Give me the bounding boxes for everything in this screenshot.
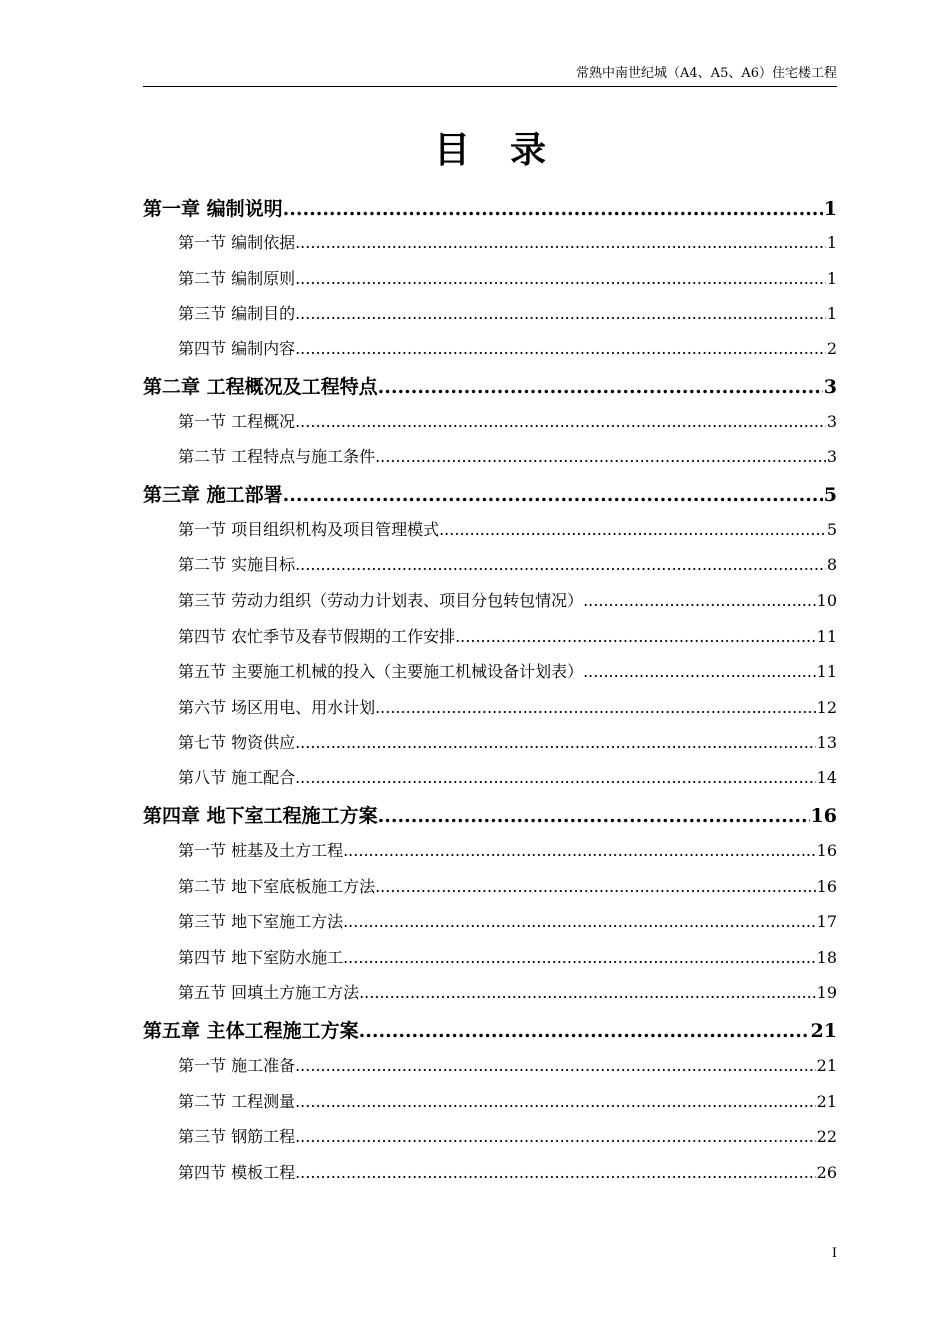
toc-entry-label: 第三节 钢筋工程 <box>178 1127 296 1146</box>
toc-entry-label: 第四节 模板工程 <box>178 1163 296 1182</box>
page-title: 目录 <box>433 130 586 171</box>
toc-entry-page: 1 <box>826 304 837 323</box>
toc-entry-label: 第二章 工程概况及工程特点 <box>143 376 378 398</box>
toc-section-entry[interactable] <box>178 911 837 933</box>
toc-entry-page: 11 <box>816 662 837 681</box>
toc-entry-label: 第三节 编制目的 <box>178 304 296 323</box>
toc-entry-label: 第六节 场区用电、用水计划 <box>178 698 376 717</box>
toc-entry-label: 第三章 施工部署 <box>143 484 283 506</box>
toc-chapter-entry[interactable] <box>143 1018 837 1044</box>
page-header: 常熟中南世纪城（A4、A5、A6）住宅楼工程 <box>576 66 837 81</box>
toc-entry-page: 16 <box>810 805 837 827</box>
toc-entry-label: 第七节 物资供应 <box>178 733 296 752</box>
toc-section-entry[interactable] <box>178 519 837 541</box>
toc-entry-label: 第五章 主体工程施工方案 <box>143 1020 359 1042</box>
toc-entry-page: 1 <box>826 233 837 252</box>
toc-dot-leader <box>375 446 826 468</box>
toc-entry-label: 第一节 项目组织机构及项目管理模式 <box>178 520 440 539</box>
toc-section-entry[interactable] <box>178 446 837 468</box>
toc-entry-page: 26 <box>816 1163 837 1182</box>
toc-entry-page: 22 <box>816 1127 837 1146</box>
toc-entry-page: 16 <box>816 841 837 860</box>
toc-entry-page: 21 <box>810 1020 837 1042</box>
toc-section-entry[interactable] <box>178 661 837 683</box>
toc-section-entry[interactable] <box>178 232 837 254</box>
toc-dot-leader <box>295 1091 816 1113</box>
toc-section-entry[interactable] <box>178 303 837 325</box>
toc-dot-leader <box>283 482 823 508</box>
toc-entry-page: 2 <box>826 339 837 358</box>
toc-dot-leader <box>375 697 816 719</box>
toc-chapter-entry[interactable] <box>143 482 837 508</box>
toc-entry-label: 第四节 地下室防水施工 <box>178 948 344 967</box>
toc-section-entry[interactable] <box>178 876 837 898</box>
toc-entry-page: 13 <box>816 733 837 752</box>
toc-dot-leader <box>359 1018 810 1044</box>
toc-entry-label: 第一节 施工准备 <box>178 1056 296 1075</box>
toc-section-entry[interactable] <box>178 1162 837 1184</box>
toc-entry-page: 21 <box>816 1092 837 1111</box>
toc-entry-label: 第八节 施工配合 <box>178 768 296 787</box>
toc-entry-page: 21 <box>816 1056 837 1075</box>
toc-dot-leader <box>295 554 826 576</box>
toc-entry-label: 第五节 主要施工机械的投入（主要施工机械设备计划表） <box>178 662 584 681</box>
toc-section-entry[interactable] <box>178 767 837 789</box>
toc-section-entry[interactable] <box>178 626 837 648</box>
toc-section-entry[interactable] <box>178 840 837 862</box>
toc-entry-page: 3 <box>826 447 837 466</box>
toc-dot-leader <box>343 911 816 933</box>
toc-entry-page: 3 <box>823 376 837 398</box>
toc-section-entry[interactable] <box>178 590 837 612</box>
toc-dot-leader <box>295 411 826 433</box>
toc-entry-page: 11 <box>816 627 837 646</box>
toc-section-entry[interactable] <box>178 1091 837 1113</box>
toc-dot-leader <box>375 876 816 898</box>
toc-entry-label: 第四节 农忙季节及春节假期的工作安排 <box>178 627 456 646</box>
toc-entry-page: 12 <box>816 698 837 717</box>
toc-chapter-entry[interactable] <box>143 374 837 400</box>
toc-dot-leader <box>295 303 826 325</box>
toc-entry-page: 3 <box>826 412 837 431</box>
toc-dot-leader <box>378 803 810 829</box>
toc-dot-leader <box>295 732 816 754</box>
toc-entry-label: 第一节 桩基及土方工程 <box>178 841 344 860</box>
toc-dot-leader <box>295 767 816 789</box>
toc-dot-leader <box>343 840 816 862</box>
toc-dot-leader <box>283 196 823 222</box>
toc-dot-leader <box>295 268 826 290</box>
toc-dot-leader <box>455 626 816 648</box>
toc-entry-label: 第二节 工程特点与施工条件 <box>178 447 376 466</box>
toc-dot-leader <box>359 982 816 1004</box>
toc-section-entry[interactable] <box>178 1055 837 1077</box>
toc-entry-page: 10 <box>816 591 837 610</box>
toc-dot-leader <box>295 1055 816 1077</box>
toc-entry-label: 第二节 工程测量 <box>178 1092 296 1111</box>
toc-section-entry[interactable] <box>178 947 837 969</box>
toc-entry-label: 第三节 劳动力组织（劳动力计划表、项目分包转包情况） <box>178 591 584 610</box>
toc-entry-page: 14 <box>816 768 837 787</box>
toc-dot-leader <box>378 374 823 400</box>
toc-entry-page: 5 <box>823 484 837 506</box>
toc-entry-page: 8 <box>826 555 837 574</box>
toc-section-entry[interactable] <box>178 268 837 290</box>
toc-dot-leader <box>583 661 816 683</box>
page-number: I <box>831 1246 837 1261</box>
toc-chapter-entry[interactable] <box>143 196 837 222</box>
toc-dot-leader <box>583 590 816 612</box>
toc-dot-leader <box>295 1126 816 1148</box>
toc-entry-label: 第四节 编制内容 <box>178 339 296 358</box>
toc-dot-leader <box>295 338 826 360</box>
toc-entry-page: 18 <box>816 948 837 967</box>
toc-entry-label: 第五节 回填土方施工方法 <box>178 983 360 1002</box>
toc-dot-leader <box>343 947 816 969</box>
toc-entry-label: 第一节 编制依据 <box>178 233 296 252</box>
toc-entry-page: 1 <box>826 269 837 288</box>
toc-entry-page: 19 <box>816 983 837 1002</box>
toc-entry-label: 第二节 实施目标 <box>178 555 296 574</box>
toc-entry-label: 第一章 编制说明 <box>143 198 283 220</box>
toc-entry-page: 5 <box>826 520 837 539</box>
toc-entry-label: 第三节 地下室施工方法 <box>178 912 344 931</box>
toc-section-entry[interactable] <box>178 732 837 754</box>
toc-section-entry[interactable] <box>178 411 837 433</box>
toc-dot-leader <box>439 519 826 541</box>
toc-entry-label: 第二节 编制原则 <box>178 269 296 288</box>
toc-section-entry[interactable] <box>178 1126 837 1148</box>
toc-entry-page: 17 <box>816 912 837 931</box>
toc-section-entry[interactable] <box>178 338 837 360</box>
toc-entry-label: 第二节 地下室底板施工方法 <box>178 877 376 896</box>
toc-entry-page: 1 <box>823 198 837 220</box>
toc-dot-leader <box>295 1162 816 1184</box>
toc-dot-leader <box>295 232 826 254</box>
toc-entry-page: 16 <box>816 877 837 896</box>
toc-section-entry[interactable] <box>178 554 837 576</box>
toc-entry-label: 第四章 地下室工程施工方案 <box>143 805 378 827</box>
toc-section-entry[interactable] <box>178 982 837 1004</box>
header-rule <box>143 86 837 87</box>
toc-entry-label: 第一节 工程概况 <box>178 412 296 431</box>
toc-chapter-entry[interactable] <box>143 803 837 829</box>
toc-section-entry[interactable] <box>178 697 837 719</box>
